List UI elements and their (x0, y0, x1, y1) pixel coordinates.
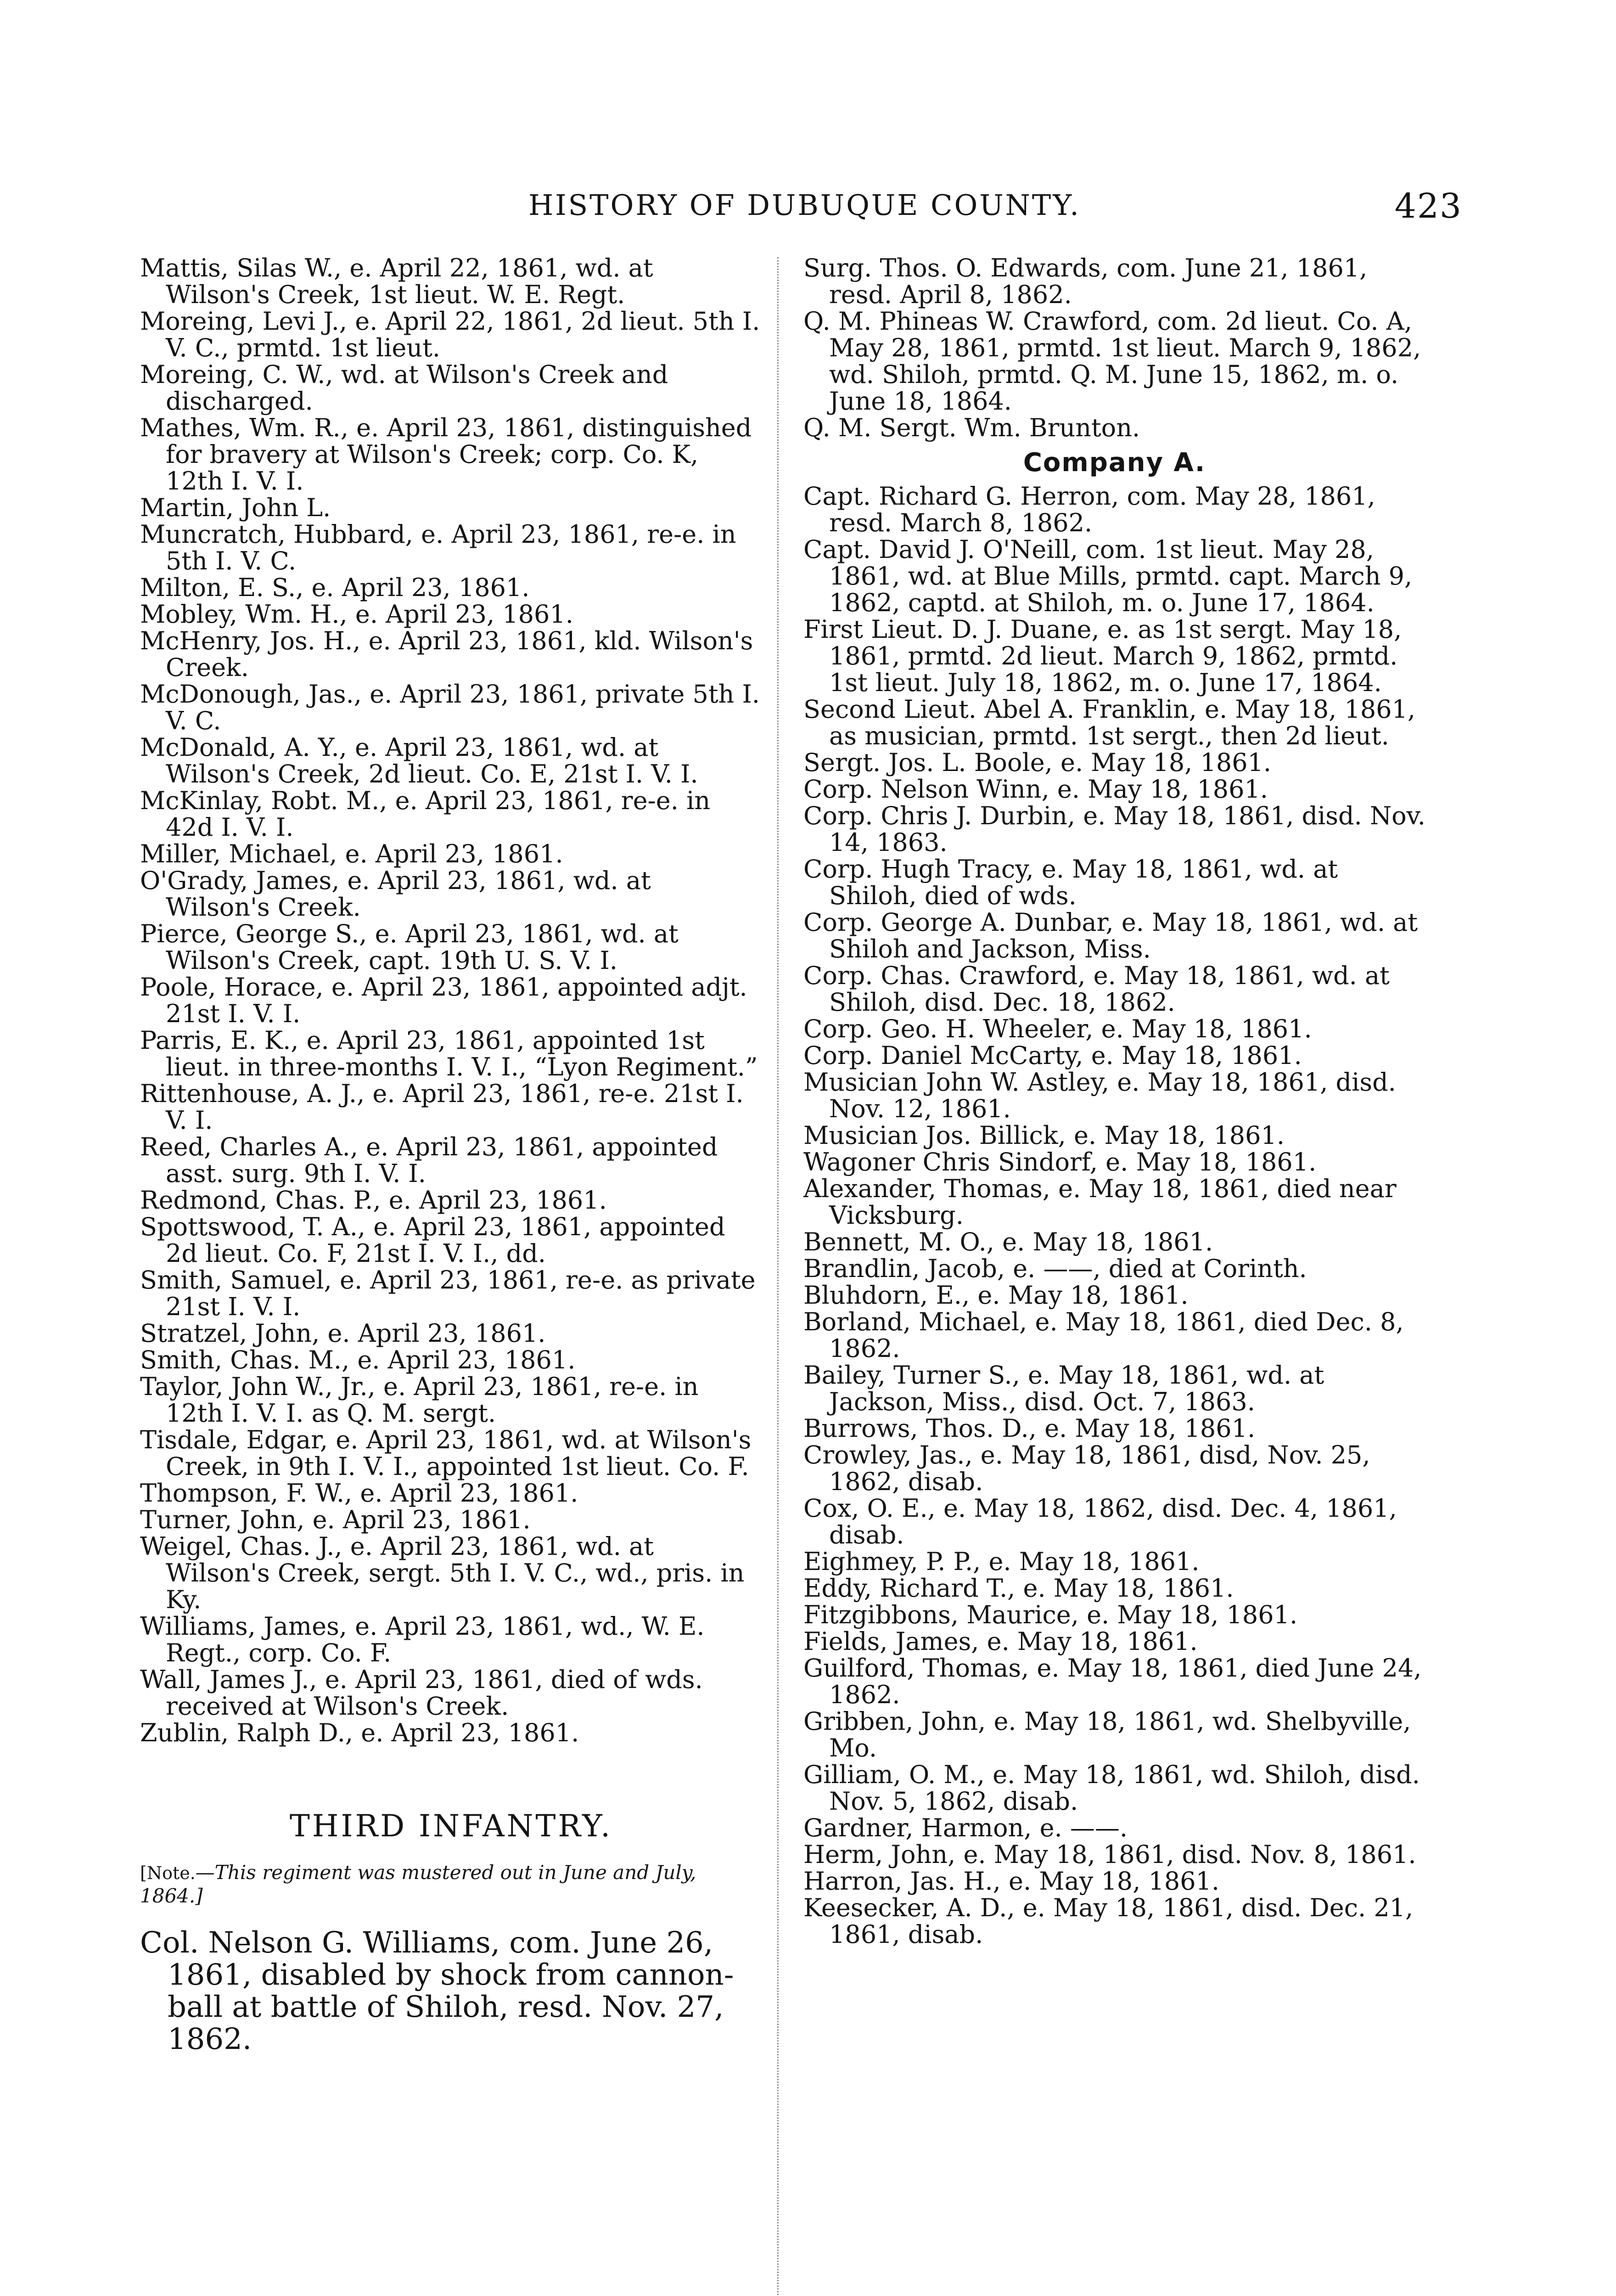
roster-entry: Guilford, Thomas, e. May 18, 1861, died June 24, 1862. (803, 1654, 1422, 1709)
roster-entry: Capt. David J. O'Neill, com. 1st lieut. May 28, 1861, wd. at Blue Mills, prmtd. capt. March 9, 1862, captd. at Shiloh, m. o. June 17, 1864. (803, 535, 1413, 617)
roster-entry: Milton, E. S., e. April 23, 1861. (140, 573, 530, 602)
roster-entry: Fitzgibbons, Maurice, e. May 18, 1861. (803, 1600, 1298, 1629)
section-title: THIRD INFANTRY. (289, 1808, 613, 1844)
roster-entry: Turner, John, e. April 23, 1861. (140, 1505, 531, 1534)
roster-entry: Sergt. Jos. L. Boole, e. May 18, 1861. (803, 748, 1272, 777)
roster-entry: O'Grady, James, e. April 23, 1861, wd. at Wilson's Creek. (140, 866, 651, 922)
roster-entry: Gilliam, O. M., e. May 18, 1861, wd. Shiloh, disd. Nov. 5, 1862, disab. (803, 1760, 1420, 1816)
page-number: 423 (1394, 186, 1462, 226)
roster-entry: Wall, James J., e. April 23, 1861, died of wds. received at Wilson's Creek. (140, 1665, 703, 1721)
column-divider (777, 257, 779, 2296)
roster-entry: Burrows, Thos. D., e. May 18, 1861. (803, 1414, 1256, 1443)
roster-entry: Mobley, Wm. H., e. April 23, 1861. (140, 600, 573, 629)
roster-entry: McDonough, Jas., e. April 23, 1861, private 5th I. V. C. (140, 680, 760, 735)
roster-entry: Mathes, Wm. R., e. April 23, 1861, distinguished for bravery at Wilson's Creek; corp. Co. K, 12th I. V. I. (140, 413, 752, 495)
left-column (140, 255, 762, 2055)
left-entry-list (140, 255, 762, 1746)
staff-entry: Q. M. Phineas W. Crawford, com. 2d lieut. Co. A, May 28, 1861, prmtd. 1st lieut. March 9, 1862, wd. Shiloh, prmtd. Q. M. June 15, 1862, m. o. June 18, 1864. (803, 307, 1421, 416)
roster-entry: Redmond, Chas. P., e. April 23, 1861. (140, 1186, 607, 1215)
roster-entry: Mattis, Silas W., e. April 22, 1861, wd. at Wilson's Creek, 1st lieut. W. E. Regt. (140, 253, 653, 309)
roster-entry: Moreing, C. W., wd. at Wilson's Creek and discharged. (140, 360, 668, 416)
roster-entry: McHenry, Jos. H., e. April 23, 1861, kld. Wilson's Creek. (140, 626, 753, 682)
roster-entry: Thompson, F. W., e. April 23, 1861. (140, 1479, 578, 1508)
roster-entry: Moreing, Levi J., e. April 22, 1861, 2d lieut. 5th I. V. C., prmtd. 1st lieut. (140, 307, 760, 362)
staff-entry: Surg. Thos. O. Edwards, com. June 21, 1861, resd. April 8, 1862. (803, 253, 1368, 309)
staff-entry: Q. M. Sergt. Wm. Brunton. (803, 413, 1140, 442)
roster-entry: Corp. Geo. H. Wheeler, e. May 18, 1861. (803, 1014, 1312, 1043)
roster-entry: Crowley, Jas., e. May 18, 1861, disd, Nov. 25, 1862, disab. (803, 1441, 1370, 1496)
roster-entry: Bennett, M. O., e. May 18, 1861. (803, 1227, 1213, 1256)
roster-entry: Smith, Chas. M., e. April 23, 1861. (140, 1345, 576, 1374)
roster-entry: Muncratch, Hubbard, e. April 23, 1861, re-e. in 5th I. V. C. (140, 520, 736, 575)
right-column (803, 255, 1425, 1948)
roster-entry: Herm, John, e. May 18, 1861, disd. Nov. 8, 1861. (803, 1840, 1416, 1869)
running-title: HISTORY OF DUBUQUE COUNTY. (528, 188, 1081, 222)
roster-entry: Keesecker, A. D., e. May 18, 1861, disd. Dec. 21, 1861, disab. (803, 1893, 1414, 1949)
roster-entry: Poole, Horace, e. April 23, 1861, appointed adjt. 21st I. V. I. (140, 973, 747, 1028)
colonel-entry: Col. Nelson G. Williams, com. June 26, 1861, disabled by shock from cannon-ball at battle of Shiloh, resd. Nov. 27, 1862. (140, 1926, 734, 2056)
roster-entry: Alexander, Thomas, e. May 18, 1861, died near Vicksburg. (803, 1174, 1397, 1230)
roster-entry: Gribben, John, e. May 18, 1861, wd. Shelbyville, Mo. (803, 1707, 1411, 1762)
roster-entry: First Lieut. D. J. Duane, e. as 1st sergt. May 18, 1861, prmtd. 2d lieut. March 9, 1862, prmtd. 1st lieut. July 18, 1862, m. o. June 17, 1864. (803, 615, 1402, 697)
roster-entry: Gardner, Harmon, e. ——. (803, 1813, 1128, 1842)
roster-entry: Zublin, Ralph D., e. April 23, 1861. (140, 1718, 579, 1747)
roster-entry: Tisdale, Edgar, e. April 23, 1861, wd. at Wilson's Creek, in 9th I. V. I., appointed 1st lieut. Co. F. (140, 1425, 752, 1481)
roster-entry: Reed, Charles A., e. April 23, 1861, appointed asst. surg. 9th I. V. I. (140, 1132, 718, 1188)
roster-entry: Taylor, John W., Jr., e. April 23, 1861, re-e. in 12th I. V. I. as Q. M. sergt. (140, 1372, 699, 1428)
note-text: —This regiment was mustered out in June and July, 1864.] (140, 1861, 696, 1907)
roster-entry: McDonald, A. Y., e. April 23, 1861, wd. at Wilson's Creek, 2d lieut. Co. E, 21st I. V. I. (140, 733, 698, 788)
roster-entry: Smith, Samuel, e. April 23, 1861, re-e. as private 21st I. V. I. (140, 1266, 756, 1321)
roster-entry: Miller, Michael, e. April 23, 1861. (140, 839, 563, 868)
roster-entry: Corp. Chas. Crawford, e. May 18, 1861, wd. at Shiloh, disd. Dec. 18, 1862. (803, 961, 1390, 1017)
roster-entry: McKinlay, Robt. M., e. April 23, 1861, re-e. in 42d I. V. I. (140, 786, 711, 842)
roster-entry: Spottswood, T. A., e. April 23, 1861, appointed 2d lieut. Co. F, 21st I. V. I., dd. (140, 1212, 725, 1268)
roster-entry: Stratzel, John, e. April 23, 1861. (140, 1319, 546, 1348)
staff-entry-list (803, 255, 1425, 441)
roster-entry: Williams, James, e. April 23, 1861, wd., W. E. Regt., corp. Co. F. (140, 1612, 705, 1667)
roster-entry: Corp. Daniel McCarty, e. May 18, 1861. (803, 1041, 1302, 1070)
note-label: [Note. (140, 1863, 196, 1883)
roster-entry: Corp. George A. Dunbar, e. May 18, 1861, wd. at Shiloh and Jackson, Miss. (803, 908, 1418, 963)
roster-entry: Rittenhouse, A. J., e. April 23, 1861, re-e. 21st I. V. I. (140, 1079, 744, 1135)
roster-entry: Weigel, Chas. J., e. April 23, 1861, wd. at Wilson's Creek, sergt. 5th I. V. C., wd., pris. in Ky. (140, 1532, 745, 1614)
roster-entry: Harron, Jas. H., e. May 18, 1861. (803, 1867, 1220, 1896)
roster-entry: Cox, O. E., e. May 18, 1862, disd. Dec. 4, 1861, disab. (803, 1494, 1397, 1549)
roster-entry: Parris, E. K., e. April 23, 1861, appointed 1st lieut. in three-months I. V. I., “Lyon Regiment.” (140, 1026, 758, 1081)
roster-entry: Eddy, Richard T., e. May 18, 1861. (803, 1574, 1234, 1603)
roster-entry: Martin, John L. (140, 493, 331, 522)
roster-entry: Musician John W. Astley, e. May 18, 1861, disd. Nov. 12, 1861. (803, 1068, 1396, 1123)
roster-entry: Bluhdorn, E., e. May 18, 1861. (803, 1281, 1189, 1310)
roster-entry: Pierce, George S., e. April 23, 1861, wd. at Wilson's Creek, capt. 19th U. S. V. I. (140, 919, 679, 975)
roster-entry: Fields, James, e. May 18, 1861. (803, 1627, 1198, 1656)
roster-entry: Eighmey, P. P., e. May 18, 1861. (803, 1547, 1200, 1576)
company-title: Company A. (1023, 448, 1206, 478)
page-header (147, 188, 1462, 234)
roster-entry: Bailey, Turner S., e. May 18, 1861, wd. at Jackson, Miss., disd. Oct. 7, 1863. (803, 1361, 1324, 1416)
company-entry-list (803, 483, 1425, 1948)
roster-entry: Capt. Richard G. Herron, com. May 28, 1861, resd. March 8, 1862. (803, 482, 1375, 537)
regiment-note (140, 1861, 762, 1908)
roster-entry: Wagoner Chris Sindorf, e. May 18, 1861. (803, 1148, 1317, 1176)
roster-entry: Musician Jos. Billick, e. May 18, 1861. (803, 1121, 1285, 1150)
roster-entry: Corp. Chris J. Durbin, e. May 18, 1861, disd. Nov. 14, 1863. (803, 801, 1425, 857)
roster-entry: Brandlin, Jacob, e. ——, died at Corinth. (803, 1254, 1307, 1283)
roster-entry: Corp. Hugh Tracy, e. May 18, 1861, wd. at Shiloh, died of wds. (803, 855, 1338, 910)
roster-entry: Second Lieut. Abel A. Franklin, e. May 18, 1861, as musician, prmtd. 1st sergt., then 2d lieut. (803, 695, 1416, 750)
roster-entry: Borland, Michael, e. May 18, 1861, died Dec. 8, 1862. (803, 1307, 1404, 1363)
roster-entry: Corp. Nelson Winn, e. May 18, 1861. (803, 775, 1268, 804)
